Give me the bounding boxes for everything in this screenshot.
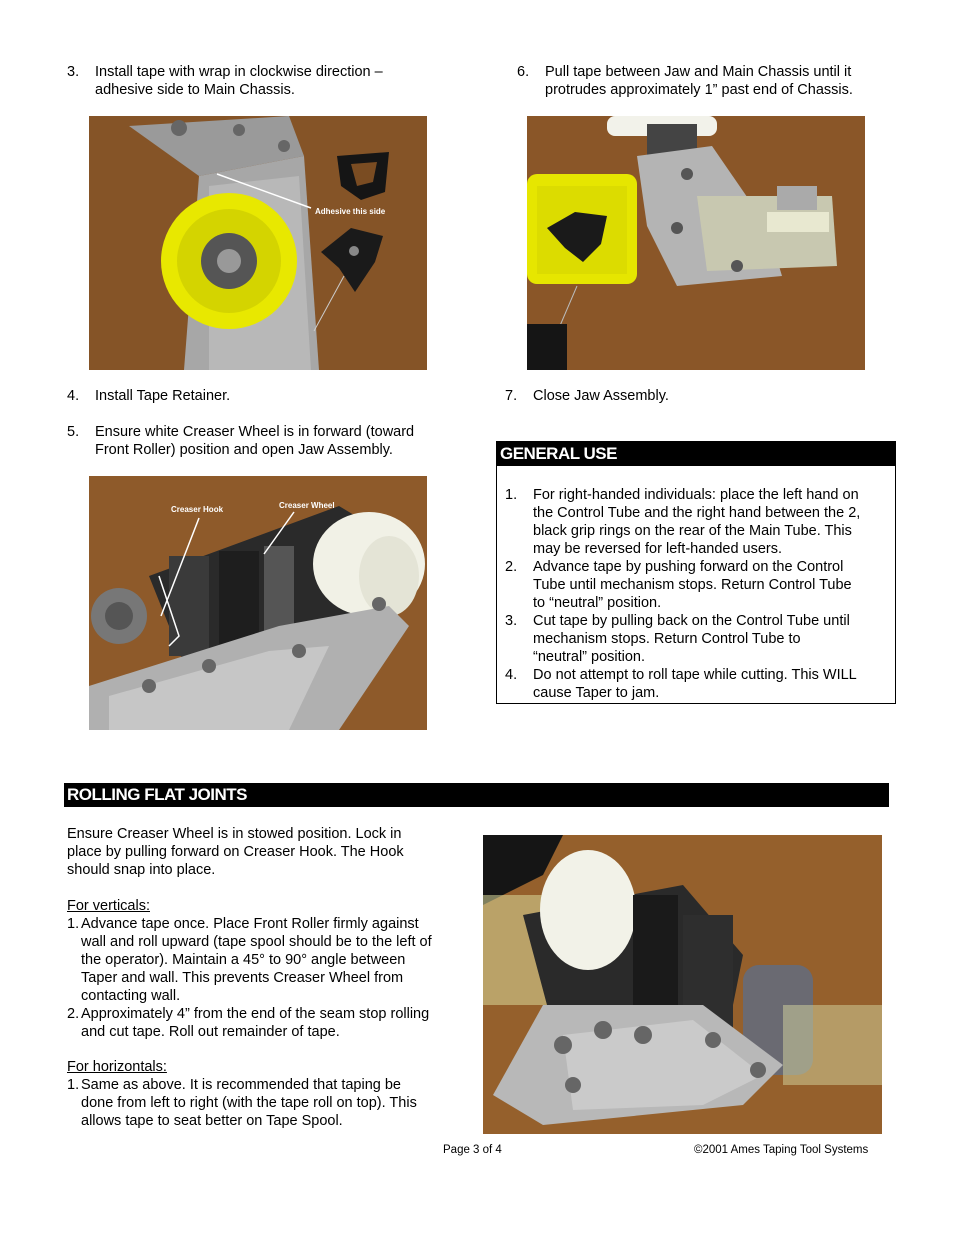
list-number: 1. [67,1077,80,1093]
list-text: Taper and wall. This prevents Creaser Wheel from [81,970,404,986]
callout-creaser-wheel: Creaser Wheel [279,501,335,510]
list-item [505,558,895,612]
list-item [505,612,895,666]
step-text-line: Install Tape Retainer. [95,388,231,404]
photo-install-tape [89,116,427,370]
list-text: Approximately 4” from the end of the seam stop rolling [81,1006,430,1022]
photo-pull-tape [527,116,865,370]
step-number: 7. [505,388,518,404]
list-number: 2. [67,1006,80,1022]
horizontals-heading: For horizontals: [67,1059,167,1075]
list-text: Advance tape once. Place Front Roller firmly against [81,916,419,932]
list-text: done from left to right (with the tape roll on top). This [81,1095,417,1111]
list-text: cause Taper to jam. [533,685,660,701]
list-text: Tube until mechanism stops. Return Control Tube [533,577,852,593]
step-number: 3. [67,64,80,80]
general-use-heading: GENERAL USE [497,442,896,466]
list-text: wall and roll upward (tape spool should be to the left of [81,934,432,950]
page-number: Page 3 of 4 [443,1144,502,1156]
list-text: the Control Tube and the right hand between the 2, [533,505,861,521]
step-number: 4. [67,388,80,404]
step-text-line: protrudes approximately 1” past end of Chassis. [545,82,853,98]
list-item [67,1005,467,1041]
list-number: 2. [505,559,518,575]
list-text: mechanism stops. Return Control Tube to [533,631,801,647]
list-text: Advance tape by pushing forward on the Control [533,559,844,575]
step-text-line: Pull tape between Jaw and Main Chassis until it [545,64,852,80]
step-text-line: adhesive side to Main Chassis. [95,82,295,98]
verticals-list [67,915,467,1041]
list-text: Cut tape by pulling back on the Control Tube until [533,613,850,629]
photo-creaser-wheel [89,476,427,730]
list-number: 4. [505,667,518,683]
list-item [505,486,895,558]
list-text: to “neutral” position. [533,595,662,611]
list-text: “neutral” position. [533,649,646,665]
step-text-line: Close Jaw Assembly. [533,388,669,404]
step-text-line: Front Roller) position and open Jaw Assembly. [95,442,393,458]
list-text: black grip rings on the rear of the Main Tube. This [533,523,852,539]
list-number: 1. [505,487,518,503]
list-text: may be reversed for left-handed users. [533,541,783,557]
list-number: 3. [505,613,518,629]
list-text: contacting wall. [81,988,181,1004]
text-line: should snap into place. [67,862,216,878]
list-text: Do not attempt to roll tape while cutting. This WILL [533,667,857,683]
rolling-intro [67,825,467,879]
rolling-flat-joints-heading: ROLLING FLAT JOINTS [64,783,889,807]
text-line: place by pulling forward on Creaser Hook. The Hook [67,844,404,860]
list-text: Same as above. It is recommended that taping be [81,1077,401,1093]
step-number: 6. [517,64,530,80]
copyright: ©2001 Ames Taping Tool Systems [694,1144,869,1156]
horizontals-list [67,1076,467,1130]
step-number: 5. [67,424,80,440]
list-item [505,666,895,702]
list-text: the operator). Maintain a 45° to 90° angle between [81,952,406,968]
list-number: 1. [67,916,80,932]
list-text: and cut tape. Roll out remainder of tape. [81,1024,340,1040]
photo-rolling [483,835,882,1134]
step-text-line: Install tape with wrap in clockwise direction – [95,64,383,80]
list-item [67,1076,467,1130]
general-use-list [505,486,895,702]
list-item [67,915,467,1005]
list-text: allows tape to seat better on Tape Spool. [81,1113,343,1129]
callout-creaser-hook: Creaser Hook [171,505,224,514]
callout-adhesive: Adhesive this side [315,207,386,216]
list-text: For right-handed individuals: place the left hand on [533,487,859,503]
verticals-heading: For verticals: [67,898,150,914]
step-text-line: Ensure white Creaser Wheel is in forward (toward [95,424,415,440]
text-line: Ensure Creaser Wheel is in stowed position. Lock in [67,826,402,842]
